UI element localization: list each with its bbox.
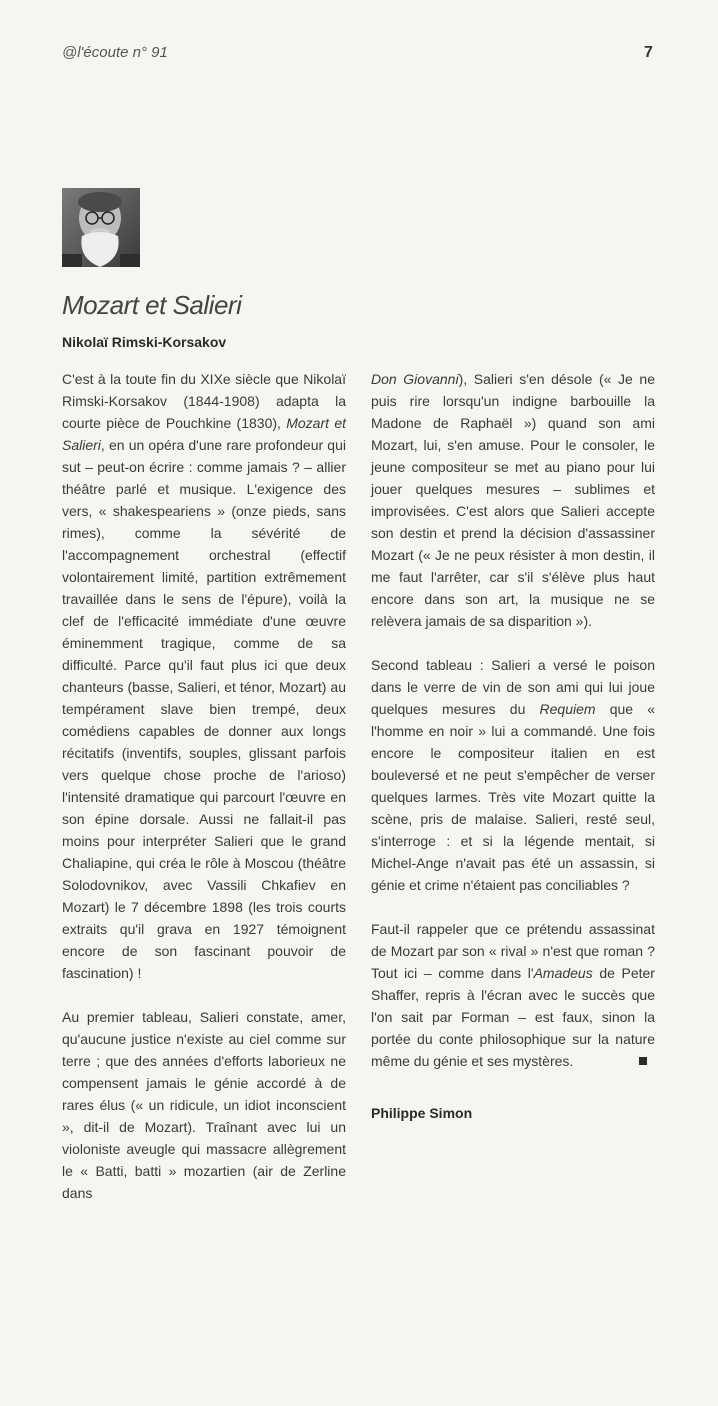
- page-number: 7: [644, 44, 653, 61]
- paragraph-first-tableau-cont: Don Giovanni), Salieri s'en désole (« Je ne puis rire lorsqu'un indigne barbouille la Madone de Raphaël ») quand son ami Mozart, lui, s'en amuse. Pour le consoler, le jeune compositeur se met au piano pour lui jouer quelques mesures – sublimes et improvisées. C'est alors que Salieri accepte son destin et prend la décision d'assassiner Mozart (« Je ne peux résister à mon destin, il me faut l'arrêter, car s'il s'élève plus haut encore dans son art, la musique ne se relèvera jamais de sa disparition »).: [371, 371, 656, 629]
- article-title: Mozart et Salieri: [62, 290, 242, 320]
- paragraph-first-tableau: Au premier tableau, Salieri constate, amer, qu'aucune justice n'existe au ciel comme sur terre ; que des années d'efforts laborieux ne compensent jamais le génie accordé à de rares élus (« un ridicule, un idiot inconscient », dit-il de Mozart). Traînant avec lui un violoniste aveugle qui massacre allègrement le « Batti, batti » mozartien (air de Zerline dans: [62, 1009, 346, 1201]
- end-of-article-mark: [639, 1057, 647, 1065]
- column-right: [371, 368, 655, 1072]
- paragraph-intro: C'est à la toute fin du XIXe siècle que Nikolaï Rimski-Korsakov (1844-1908) adapta la courte pièce de Pouchkine (1830), Mozart et Salieri, en un opéra d'une rare profondeur qui sut – peut-on écrire : comme jamais ? – allier théâtre parlé et musique. L'exigence des vers, « shakespeariens » (onze pieds, sans rimes), comme la sévérité de l'accompagnement orchestral (effectif volontairement limité, partition extrêmement travaillée dans le sens de l'épure), voilà la clef de l'efficacité immédiate d'une œuvre éminemment tragique, comme de sa difficulté. Parce qu'il faut plus ici que deux chanteurs (basse, Salieri, et ténor, Mozart) au tempérament slave bien trempé, deux comédiens capables de donner aux longs récitatifs (inventifs, souples, glissant parfois vers quelque chose proche de l'arioso) l'intensité dramatique qui parcourt l'œuvre en son épine dorsale. Aussi ne fallait-il pas moins pour interpréter Salieri que le grand Chaliapine, qui créa le rôle à Moscou (théâtre Solodovnikov, avec Vassili Chkafiev en Mozart) le 7 décembre 1898 (les trois courts extraits qu'il grava en 1927 témoignent encore de son fascinant pouvoir de fascination) !: [62, 371, 347, 981]
- article-subject: Nikolaï Rimski-Korsakov: [62, 334, 227, 350]
- article-signature: Philippe Simon: [371, 1105, 473, 1121]
- composer-portrait: [62, 188, 140, 267]
- paragraph-second-tableau: Second tableau : Salieri a versé le poison dans le verre de vin de son ami qui lui joue quelques mesures du Requiem que « l'homme en noir » lui a commandé. Une fois encore le compositeur italien en est bouleversé et ne peut s'empêcher de verser quelques larmes. Très vite Mozart quitte la scène, pris de malaise. Salieri, resté seul, s'interroge : et si la légende mentait, si Michel-Ange n'avait pas été un assassin, si génie et crime n'étaient pas conciliables ?: [371, 657, 655, 893]
- publication-header: @l'écoute n° 91: [62, 44, 168, 61]
- paragraph-conclusion: Faut-il rappeler que ce prétendu assassinat de Mozart par son « rival » n'est que roman ? Tout ici – comme dans l'Amadeus de Peter Shaffer, repris à l'écran avec le succès que l'on sait par Forman – est faux, sinon la portée du conte philosophique sur la nature même du génie et ses mystères.: [371, 921, 655, 1069]
- column-left: [62, 368, 346, 1204]
